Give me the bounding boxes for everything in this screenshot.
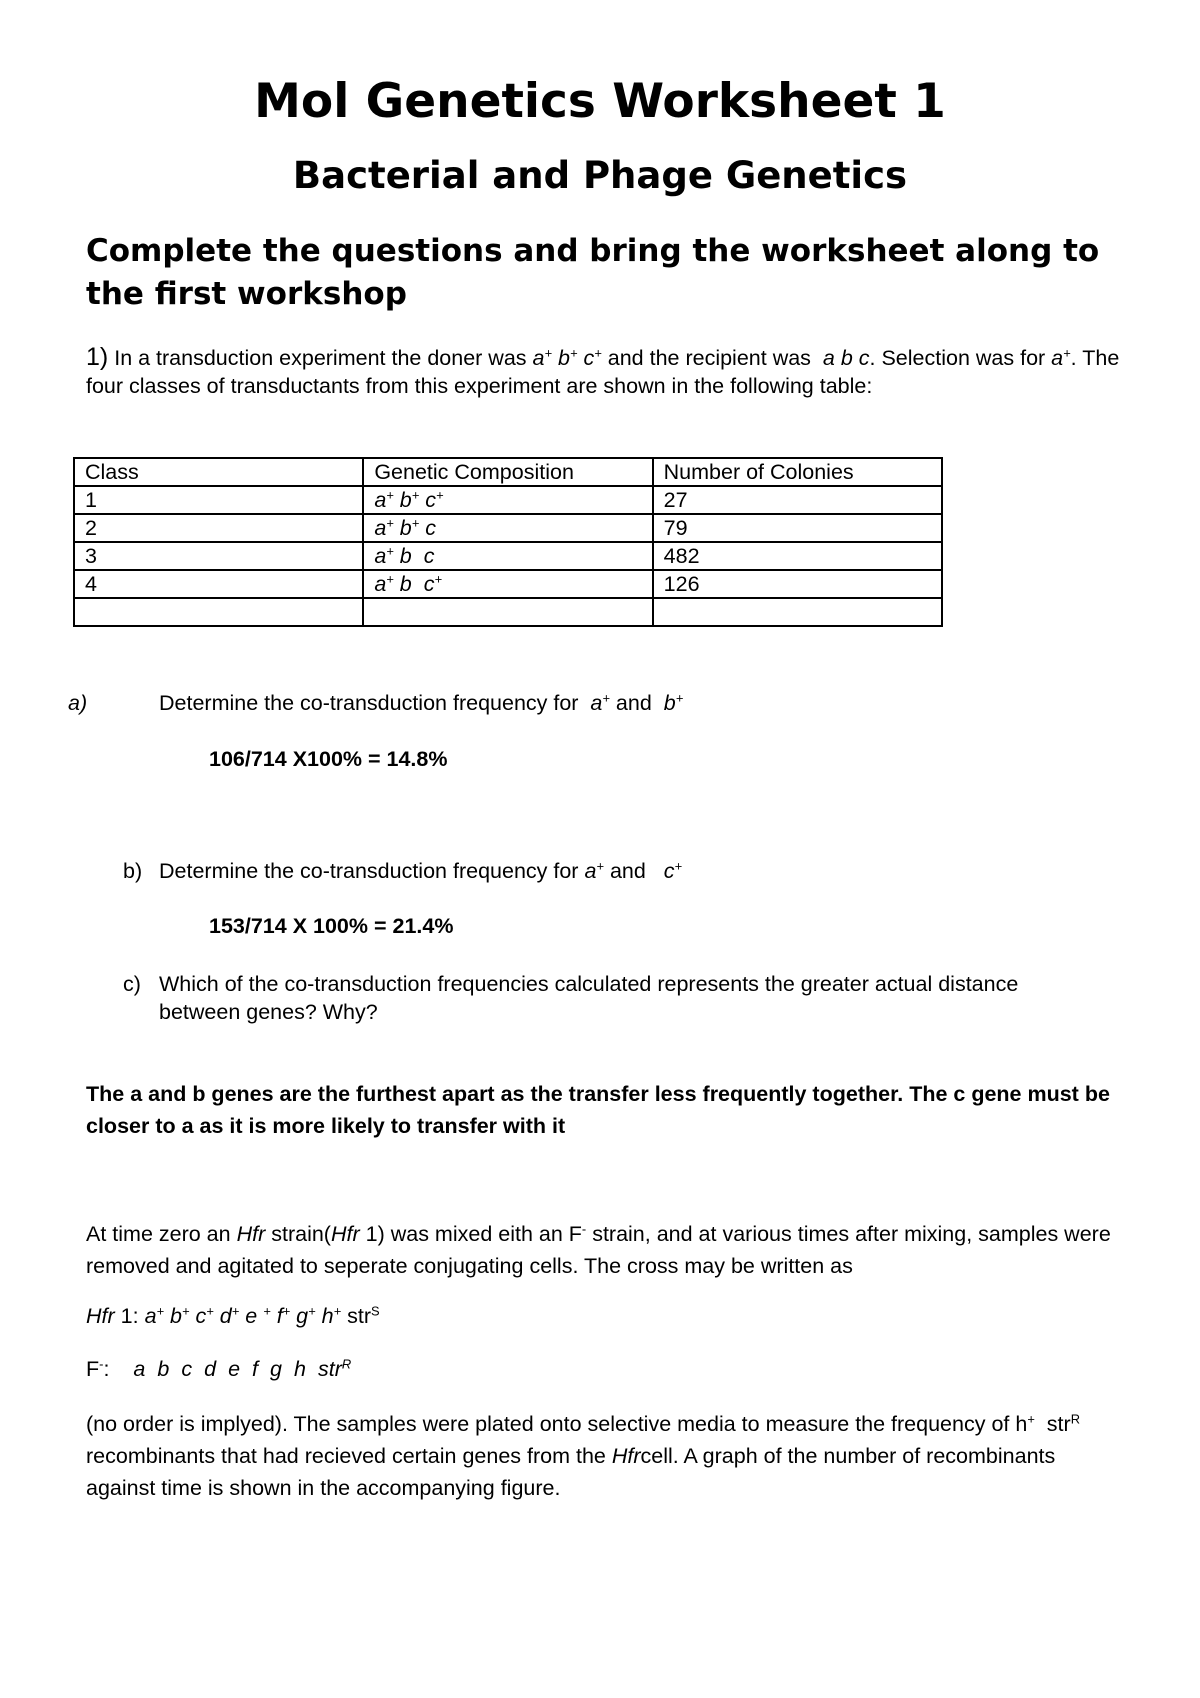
instruction-heading: Complete the questions and bring the worksheet along to the first workshop: [86, 233, 1100, 312]
table-cell-colonies: 126: [653, 570, 942, 598]
part-c-question: Which of the co-transduction frequencies calculated represents the greater actual distance between genes? Why?: [159, 972, 1019, 1024]
part-c-answer: The a and b genes are the furthest apart as the transfer less frequently together. The c gene must be closer to a as it is more likely to transfer with it: [86, 1082, 1110, 1138]
page-title: Mol Genetics Worksheet 1: [254, 74, 946, 129]
table-cell-class: 4: [74, 570, 363, 598]
part-a-question: Determine the co-transduction frequency for a+ and b+: [159, 690, 684, 715]
f-minus-genotype-line: F-: a b c d e f g h str$^R$: [86, 1356, 352, 1381]
transductant-table: [73, 457, 943, 627]
table-cell-colonies: 27: [653, 486, 942, 514]
table-row: [74, 514, 942, 542]
part-a-answer: 106/714 X100% = 14.8%: [209, 747, 448, 771]
table-cell-genotype: a+ b+ c+: [363, 486, 652, 514]
table-row: [74, 570, 942, 598]
table-header-cell: Class: [74, 458, 363, 486]
table-header-cell: Genetic Composition: [363, 458, 652, 486]
part-c-label: c): [123, 972, 141, 996]
part-a-label: a): [68, 691, 88, 715]
table-cell-class: 1: [74, 486, 363, 514]
hfr-intro-paragraph: At time zero an Hfr strain(Hfr 1) was mixed eith an F- strain, and at various times after mixing, samples were removed and agitated to seperate conjugating cells. The cross may be written as: [86, 1221, 1111, 1278]
table-row-empty: [74, 598, 942, 626]
table-cell-colonies: 482: [653, 542, 942, 570]
table-cell-genotype: a+ b c+: [363, 570, 652, 598]
table-header-cell: Number of Colonies: [653, 458, 942, 486]
question-number: 1): [86, 343, 109, 371]
table-header-row: [74, 458, 942, 486]
part-b-question: Determine the co-transduction frequency for a+ and c+: [159, 858, 683, 883]
part-b-answer: 153/714 X 100% = 21.4%: [209, 914, 454, 938]
table-cell-genotype: a+ b+ c: [363, 514, 652, 542]
table-cell-class: 2: [74, 514, 363, 542]
table-cell-class: 3: [74, 542, 363, 570]
table-cell-genotype: a+ b c: [363, 542, 652, 570]
question-1-text: 1) In a transduction experiment the doner was a+ b+ c+ and the recipient was a b c. Selection was for a+. The four classes of transductants from this experiment are shown in the following table:: [86, 343, 1120, 398]
part-b-label: b): [123, 859, 143, 883]
table-row: [74, 542, 942, 570]
hfr-genotype-line: Hfr 1: a+ b+ c+ d+ e + f+ g+ h+ str$^S$: [86, 1303, 380, 1328]
table-row: [74, 486, 942, 514]
hfr-closing-paragraph: (no order is implyed). The samples were plated onto selective media to measure the frequency of h+ str$^R$ recombinants that had recieved certain genes from the Hfrcell. A graph of the number of recombinants against time is shown in the accompanying figure.: [86, 1411, 1080, 1500]
table-cell-colonies: 79: [653, 514, 942, 542]
page-subtitle: Bacterial and Phage Genetics: [292, 154, 908, 197]
